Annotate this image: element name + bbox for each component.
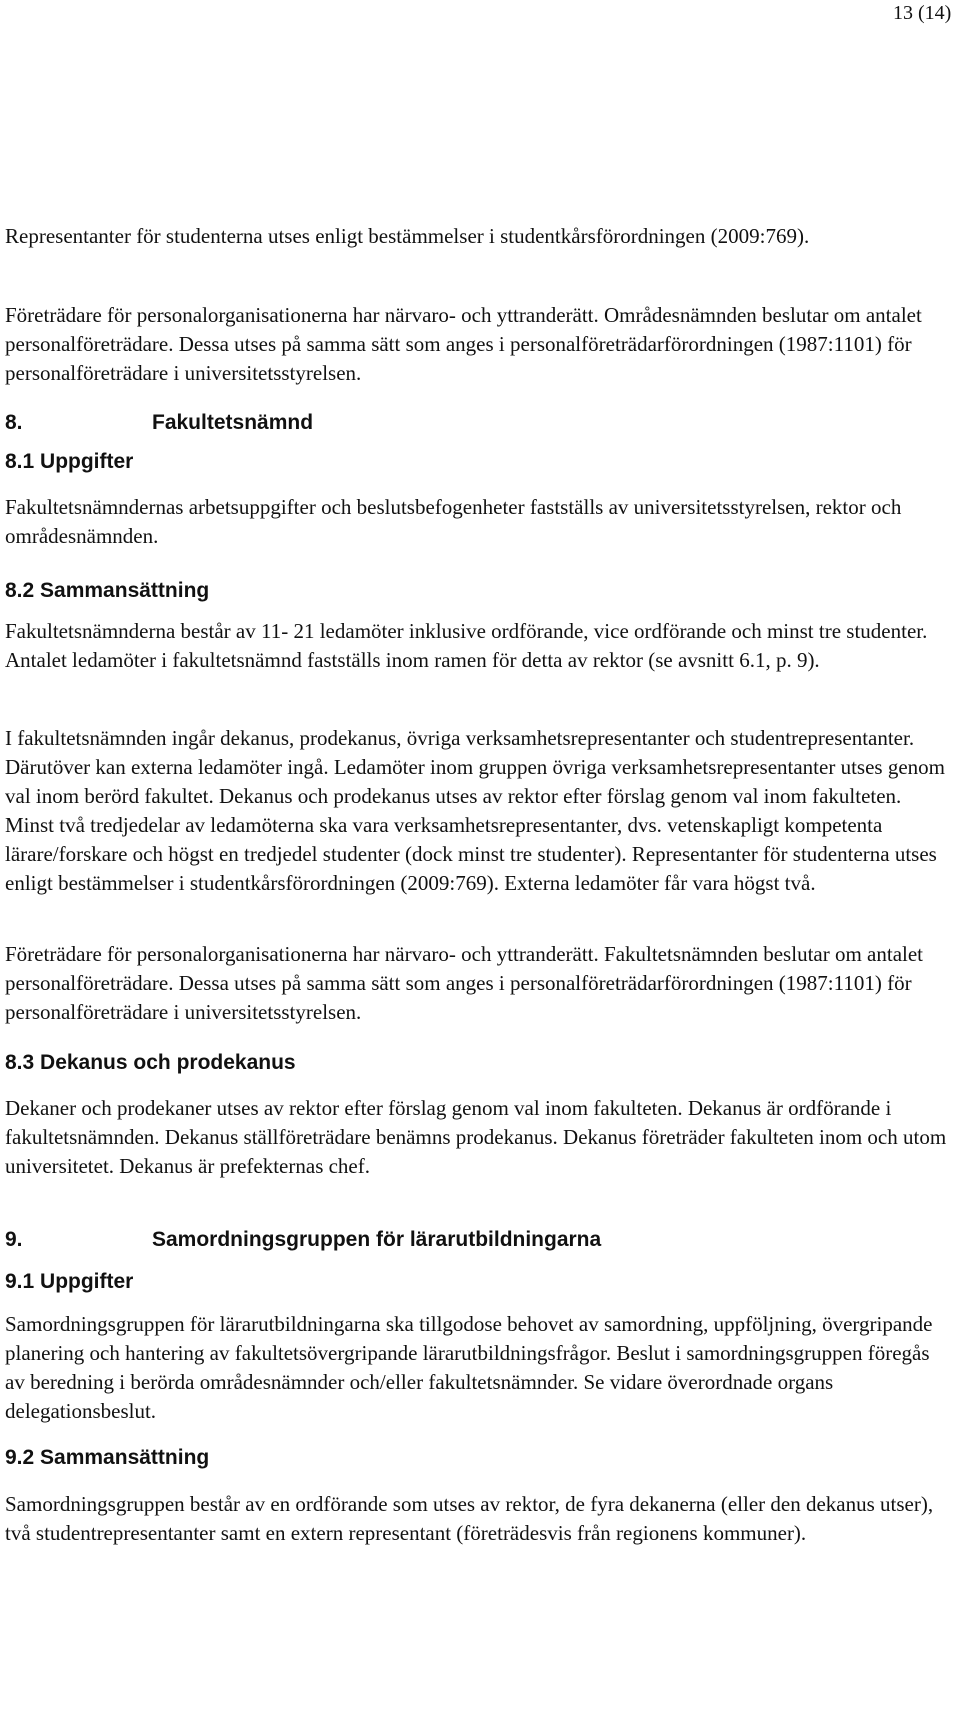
paragraph-deans: Dekaner och prodekaner utses av rektor efter förslag genom val inom fakulteten. Dekanus är ordförande i fakultetsnämnden. Dekanus ställföreträdare benämns prodekanus. Dekanus företräder fakulteten inom och utom universitetet. Dekanus är prefekternas chef. xyxy=(5,1096,947,1178)
paragraph-staff-representatives: Företrädare för personalorganisationerna har närvaro- och yttranderätt. Områdesnämnden beslutar om antalet personalföreträdare. Dessa utses på samma sätt som anges i personalföreträdarförordningen (1987:1101) för personalföreträdare i universitetsstyrelsen. xyxy=(5,303,922,385)
subsection-heading-9-1: 9.1 Uppgifter xyxy=(5,1270,134,1293)
section-title: Fakultetsnämnd xyxy=(152,411,314,434)
page-number: 13 (14) xyxy=(893,2,952,24)
paragraph-faculty-staff-representatives: Företrädare för personalorganisationerna har närvaro- och yttranderätt. Fakultetsnämnden beslutar om antalet personalföreträdare. Dessa utses på samma sätt som anges i personalföreträdarförordningen (1987:1101) för personalföreträdare i universitetsstyrelsen. xyxy=(5,942,924,1024)
paragraph-student-representatives: Representanter för studenterna utses enligt bestämmelser i studentkårsförordningen (2009:769). xyxy=(5,224,810,248)
subsection-heading-8-1: 8.1 Uppgifter xyxy=(5,450,134,473)
section-heading-8 xyxy=(5,411,313,435)
section-heading-9 xyxy=(5,1228,601,1252)
paragraph-coordination-composition: Samordningsgruppen består av en ordförande som utses av rektor, de fyra dekanerna (eller den dekanus utser), två studentrepresentanter samt en extern representant (företrädesvis från regionens kommuner). xyxy=(5,1492,934,1545)
section-number: 8. xyxy=(5,411,23,434)
section-number: 9. xyxy=(5,1228,23,1251)
subsection-heading-9-2: 9.2 Sammansättning xyxy=(5,1446,210,1469)
paragraph-faculty-tasks: Fakultetsnämndernas arbetsuppgifter och beslutsbefogenheter fastställs av universitetsstyrelsen, rektor och områdesnämnden. xyxy=(5,495,902,548)
section-title: Samordningsgruppen för lärarutbildningarna xyxy=(152,1228,602,1251)
subsection-heading-8-3: 8.3 Dekanus och prodekanus xyxy=(5,1051,296,1074)
paragraph-faculty-members: I fakultetsnämnden ingår dekanus, prodekanus, övriga verksamhetsrepresentanter och studentrepresentanter. Därutöver kan externa ledamöter ingå. Ledamöter inom gruppen övriga verksamhetsrepresentanter utses genom val inom berörd fakultet. Dekanus och prodekanus utses av rektor efter förslag genom val inom fakulteten. Minst två tredjedelar av ledamöterna ska vara verksamhetsrepresentanter, dvs. vetenskapligt kompetenta lärare/forskare och högst en tredjedel studenter (dock minst tre studenter). Representanter för studenterna utses enligt bestämmelser i studentkårsförordningen (2009:769). Externa ledamöter får vara högst två. xyxy=(5,726,945,895)
paragraph-faculty-composition: Fakultetsnämnderna består av 11- 21 ledamöter inklusive ordförande, vice ordförande och minst tre studenter. Antalet ledamöter i fakultetsnämnd fastställs inom ramen för detta av rektor (se avsnitt 6.1, p. 9). xyxy=(5,619,928,672)
subsection-heading-8-2: 8.2 Sammansättning xyxy=(5,579,210,602)
paragraph-coordination-tasks: Samordningsgruppen för lärarutbildningarna ska tillgodose behovet av samordning, uppföljning, övergripande planering och hantering av fakultetsövergripande lärarutbildningsfrågor. Beslut i samordningsgruppen föregås av beredning i berörda områdesnämnder och/eller fakultetsnämnder. Se vidare överordnade organs delegationsbeslut. xyxy=(5,1312,933,1423)
